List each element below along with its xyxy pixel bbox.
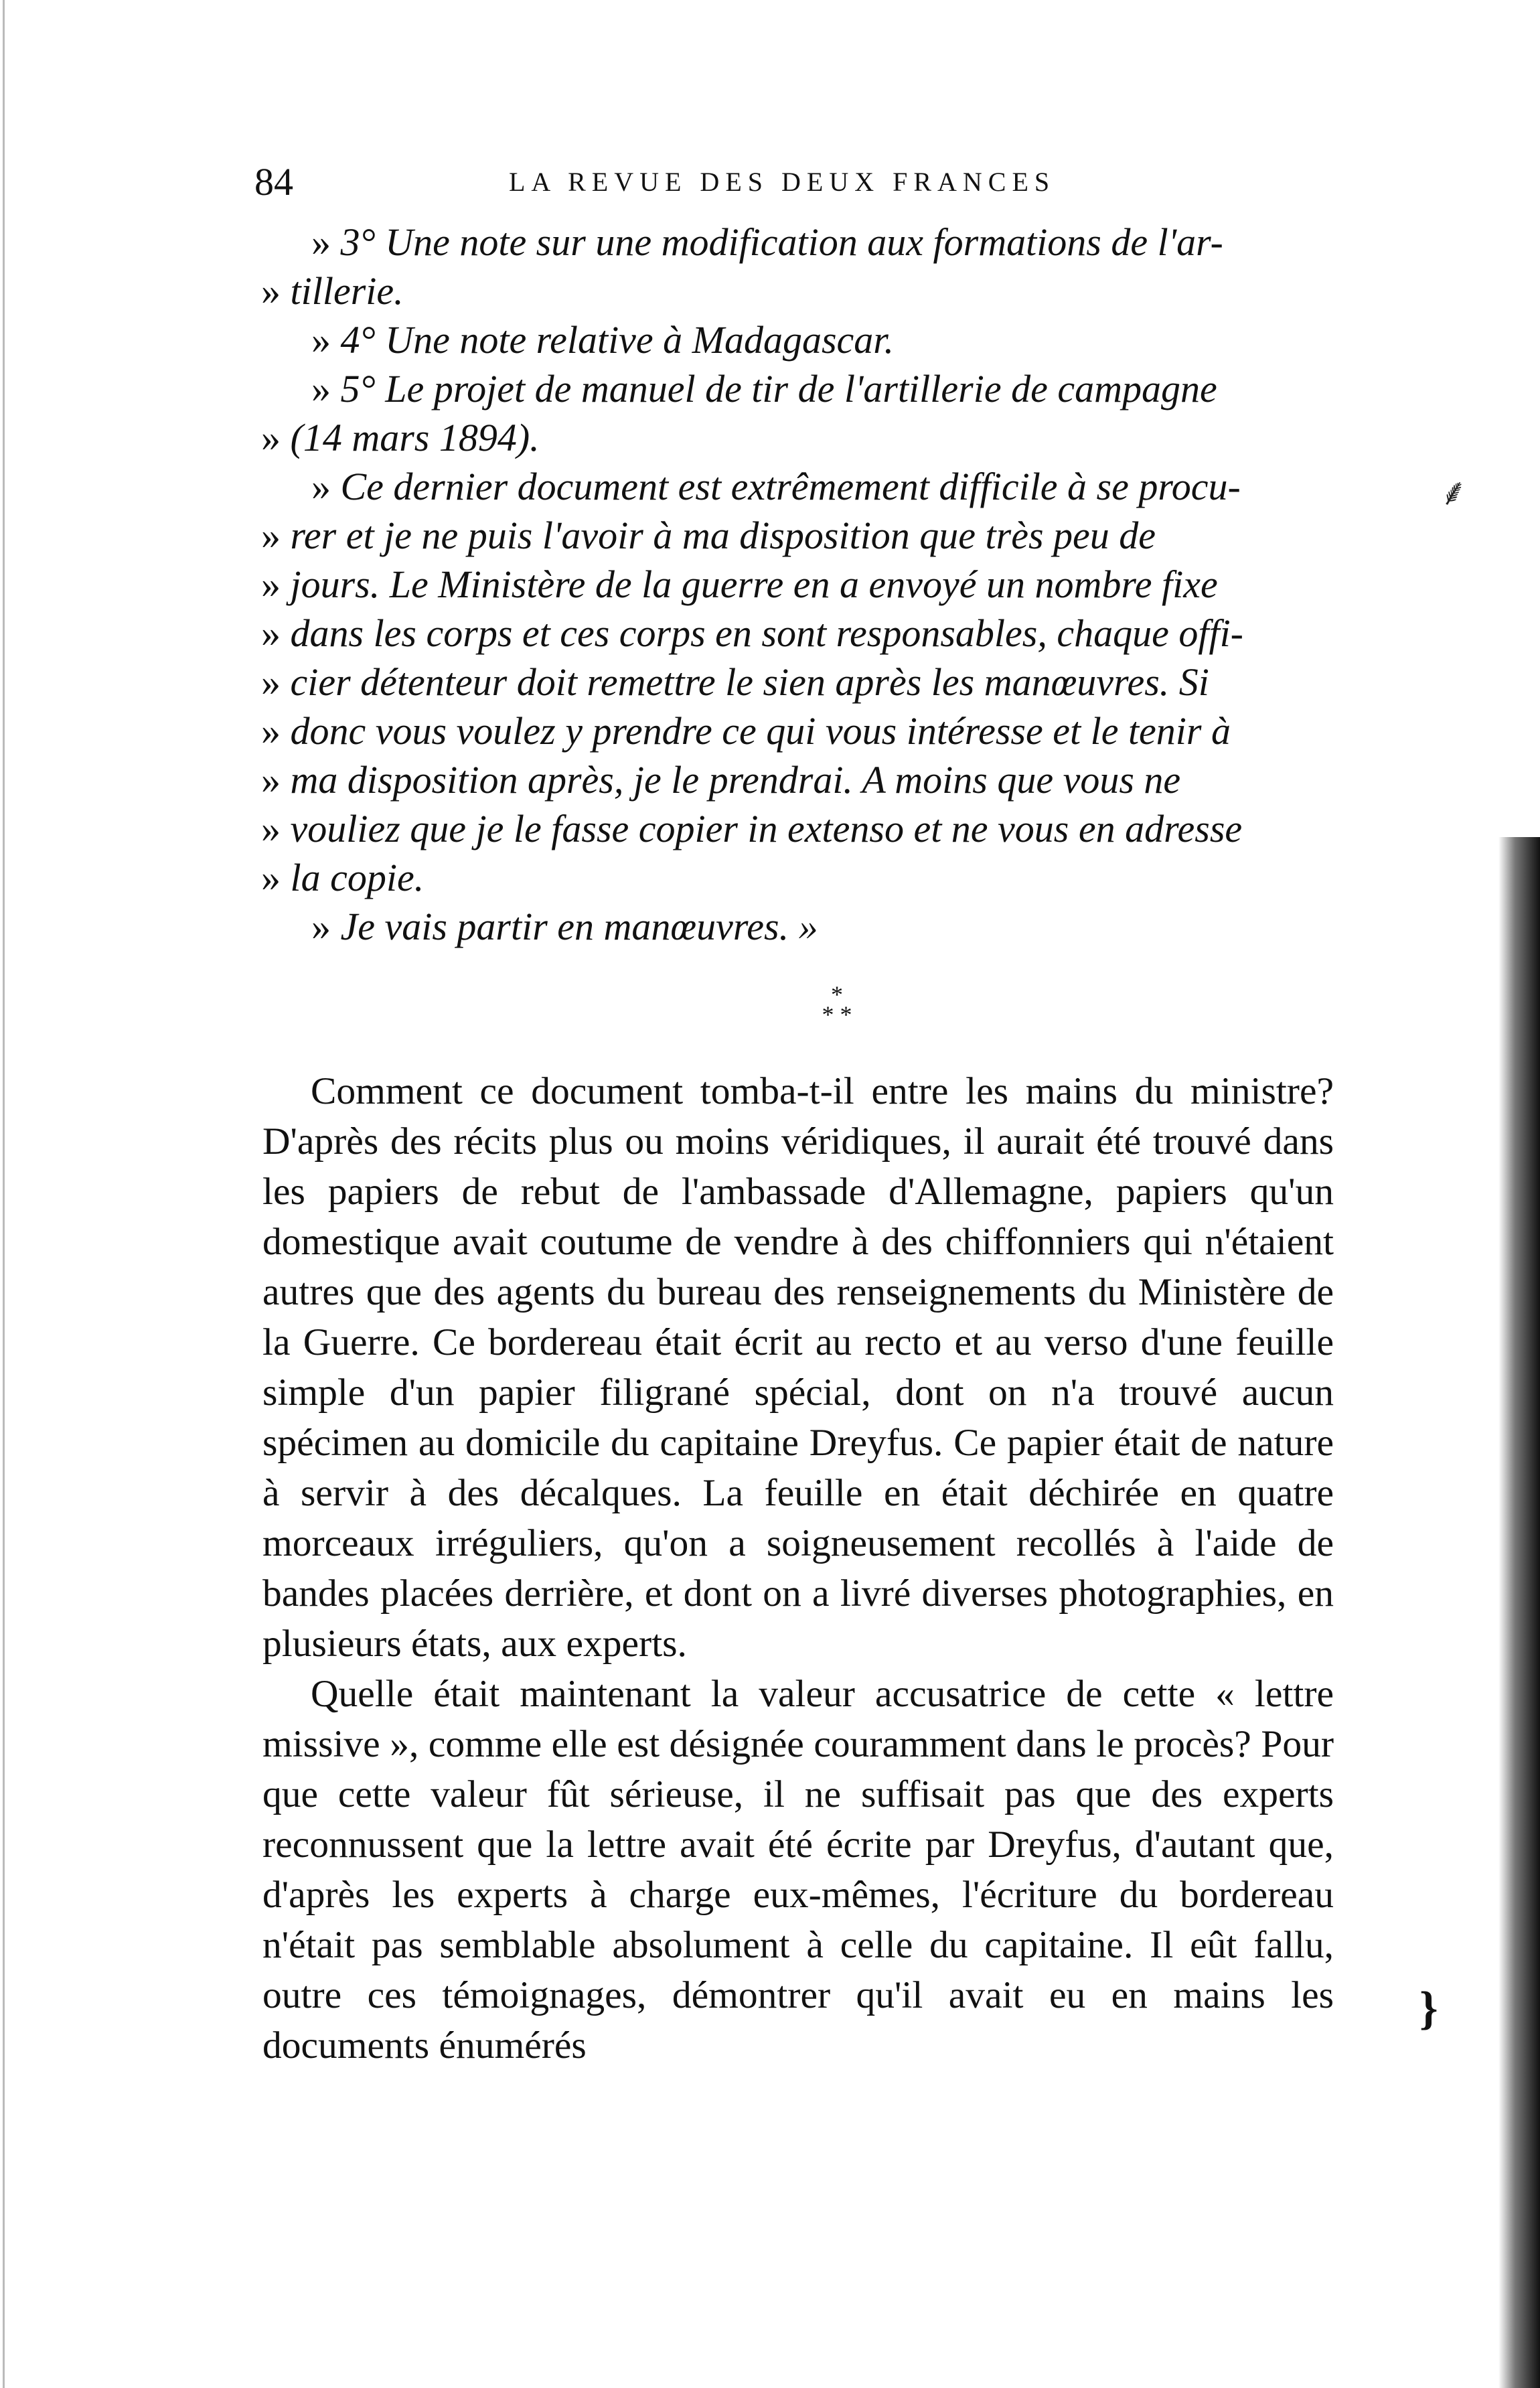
- quote-line: [261, 413, 1346, 462]
- quote-mark: »: [261, 856, 291, 899]
- quote-line: [261, 315, 1346, 364]
- quote-line: [261, 902, 1346, 951]
- quote-line: [261, 755, 1346, 804]
- quote-mark: »: [311, 905, 341, 948]
- quote-mark: »: [261, 660, 291, 704]
- quote-line: [261, 218, 1346, 267]
- quote-line: [261, 511, 1346, 560]
- quote-mark: »: [261, 611, 291, 655]
- quote-line-text: Je vais partir en manœuvres. »: [340, 905, 818, 948]
- quote-line: [261, 364, 1346, 413]
- quote-line: [261, 560, 1346, 609]
- quote-mark: »: [261, 563, 291, 606]
- quoted-letter: [261, 218, 1346, 951]
- quote-mark: »: [311, 220, 341, 264]
- quote-line-text: rer et je ne puis l'avoir à ma disposition que très peu de: [290, 514, 1156, 557]
- quote-mark: »: [311, 367, 341, 411]
- quote-line: [261, 804, 1346, 853]
- quote-line-text: 3° Une note sur une modification aux formations de l'ar-: [340, 220, 1223, 264]
- quote-mark: »: [261, 709, 291, 753]
- quote-line: [261, 706, 1346, 755]
- quote-mark: »: [261, 807, 291, 850]
- margin-annotation-mark: }: [1419, 1983, 1438, 2034]
- quote-line-text: 5° Le projet de manuel de tir de l'artillerie de campagne: [340, 367, 1217, 411]
- running-head: LA REVUE DES DEUX FRANCES: [509, 167, 1056, 197]
- quote-mark: »: [311, 465, 341, 508]
- scan-edge-line: [3, 0, 5, 2388]
- section-separator: [797, 981, 877, 1028]
- quote-line: [261, 853, 1346, 902]
- quote-line: [261, 609, 1346, 658]
- quote-line-text: tillerie.: [290, 269, 404, 313]
- separator-top-star: *: [831, 981, 843, 1008]
- quote-line-text: donc vous voulez y prendre ce qui vous intéresse et le tenir à: [290, 709, 1231, 753]
- quote-line: [261, 267, 1346, 315]
- quote-mark: »: [261, 416, 291, 459]
- margin-annotation-mark: ⸙: [1440, 472, 1468, 514]
- quote-line-text: la copie.: [290, 856, 425, 899]
- body-text: [262, 1066, 1334, 2071]
- quote-line: [261, 462, 1346, 511]
- quote-mark: »: [261, 758, 291, 802]
- paragraph: Comment ce document tomba-t-il entre les mains du ministre? D'après des récits plus ou moins véridiques, il aurait été trouvé dans les papiers de rebut de l'ambassade d'Allemagne, papiers qu'un domestique avait coutume de vendre à des chiffonniers qui n'étaient autres que des agents du bureau des renseignements du Ministère de la Guerre. Ce bordereau était écrit au recto et au verso d'une feuille simple d'un papier filigrané spécial, dont on n'a trouvé aucun spécimen au domicile du capitaine Dreyfus. Ce papier était de nature à servir à des décalques. La feuille en était déchirée en quatre morceaux irréguliers, qu'on a soigneusement recollés à l'aide de bandes placées derrière, et dont on a livré diverses photographies, en plusieurs états, aux experts.: [262, 1070, 1334, 1665]
- separator-bottom-stars: * *: [822, 1001, 852, 1028]
- quote-line: [261, 658, 1346, 706]
- page-number: 84: [254, 160, 293, 204]
- quote-mark: »: [261, 514, 291, 557]
- scan-edge-shadow: [1498, 837, 1540, 2388]
- quote-line-text: dans les corps et ces corps en sont responsables, chaque offi-: [290, 611, 1243, 655]
- quote-line-text: vouliez que je le fasse copier in extenso et ne vous en adresse: [290, 807, 1243, 850]
- quote-mark: »: [311, 318, 341, 362]
- quote-line-text: (14 mars 1894).: [290, 416, 540, 459]
- quote-line-text: cier détenteur doit remettre le sien après les manœuvres. Si: [290, 660, 1209, 704]
- quote-line-text: Ce dernier document est extrêmement difficile à se procu-: [340, 465, 1241, 508]
- quote-line-text: ma disposition après, je le prendrai. A moins que vous ne: [290, 758, 1181, 802]
- quote-line-text: jours. Le Ministère de la guerre en a envoyé un nombre fixe: [290, 563, 1218, 606]
- quote-line-text: 4° Une note relative à Madagascar.: [340, 318, 894, 362]
- quote-mark: »: [261, 269, 291, 313]
- paragraph: Quelle était maintenant la valeur accusatrice de cette « lettre missive », comme elle est désignée couramment dans le procès? Pour que cette valeur fût sérieuse, il ne suffisait pas que des experts reconnussent que la lettre avait été écrite par Dreyfus, d'autant que, d'après les experts à charge eux-mêmes, l'écriture du bordereau n'était pas semblable absolument à celle du capitaine. Il eût fallu, outre ces témoignages, démontrer qu'il avait eu en mains les documents énumérés: [262, 1673, 1334, 2067]
